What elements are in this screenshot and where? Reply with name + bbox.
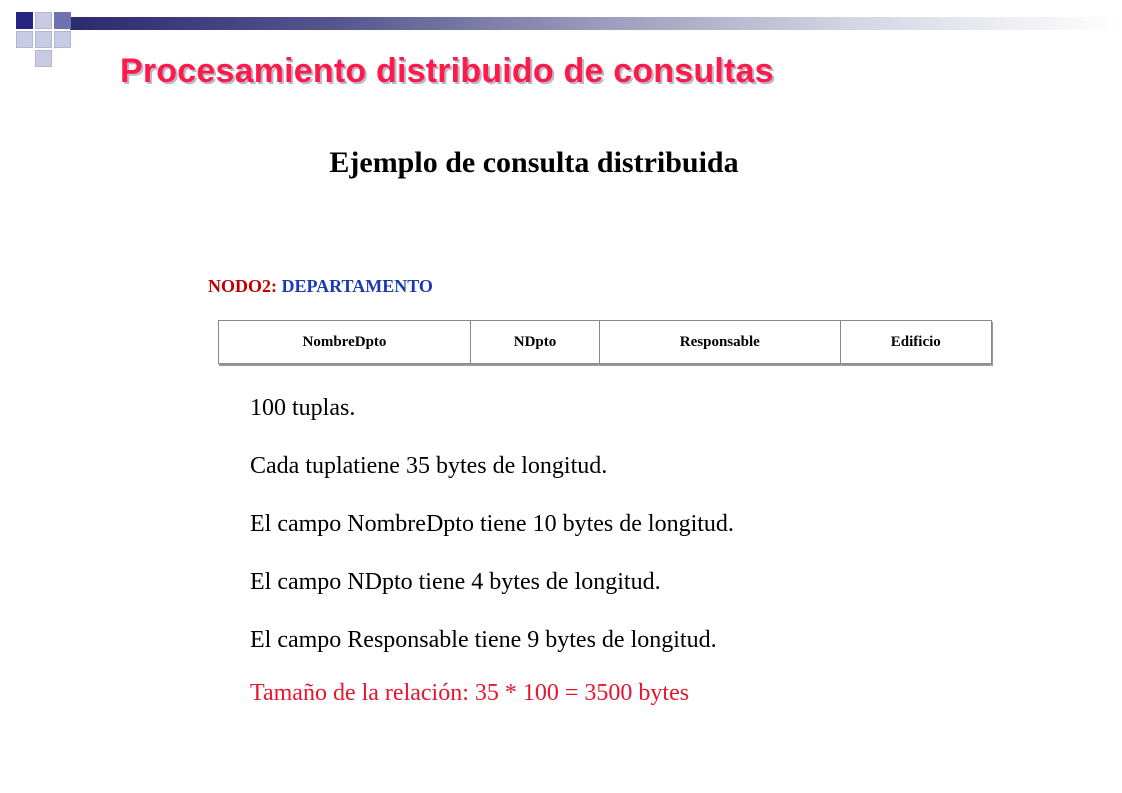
relation-info xyxy=(250,386,990,676)
slide-subtitle: Ejemplo de consulta distribuida xyxy=(329,146,739,179)
decor-square-icon xyxy=(54,12,71,29)
decor-square-icon xyxy=(16,12,33,29)
relation-name: DEPARTAMENTO xyxy=(281,276,433,296)
column-header: NDpto xyxy=(470,321,599,364)
column-header: NombreDpto xyxy=(302,333,387,350)
decor-square-icon xyxy=(35,12,52,29)
column-header: Edificio xyxy=(840,321,991,364)
decor-square-icon xyxy=(35,50,52,67)
info-line: 100 tuplas. xyxy=(250,395,356,421)
decor-square-icon xyxy=(16,31,33,48)
node-name: NODO2: xyxy=(208,276,277,296)
relation-size-result: Tamaño de la relación: 35 * 100 = 3500 bytes xyxy=(250,680,690,706)
decor-square-icon xyxy=(54,31,71,48)
node-label xyxy=(208,276,433,297)
slide-title: Procesamiento distribuido de consultas xyxy=(120,52,774,90)
decor-square-icon xyxy=(35,31,52,48)
info-line: El campo Responsable tiene 9 bytes de longitud. xyxy=(250,627,717,653)
table-row xyxy=(219,321,992,364)
info-line: Cada tuplatiene 35 bytes de longitud. xyxy=(250,453,608,479)
info-line: El campo NombreDpto tiene 10 bytes de longitud. xyxy=(250,511,734,537)
relation-schema-table xyxy=(218,320,992,364)
column-header: Responsable xyxy=(600,321,840,364)
header-gradient-bar xyxy=(70,17,1122,30)
info-line: El campo NDpto tiene 4 bytes de longitud. xyxy=(250,569,661,595)
